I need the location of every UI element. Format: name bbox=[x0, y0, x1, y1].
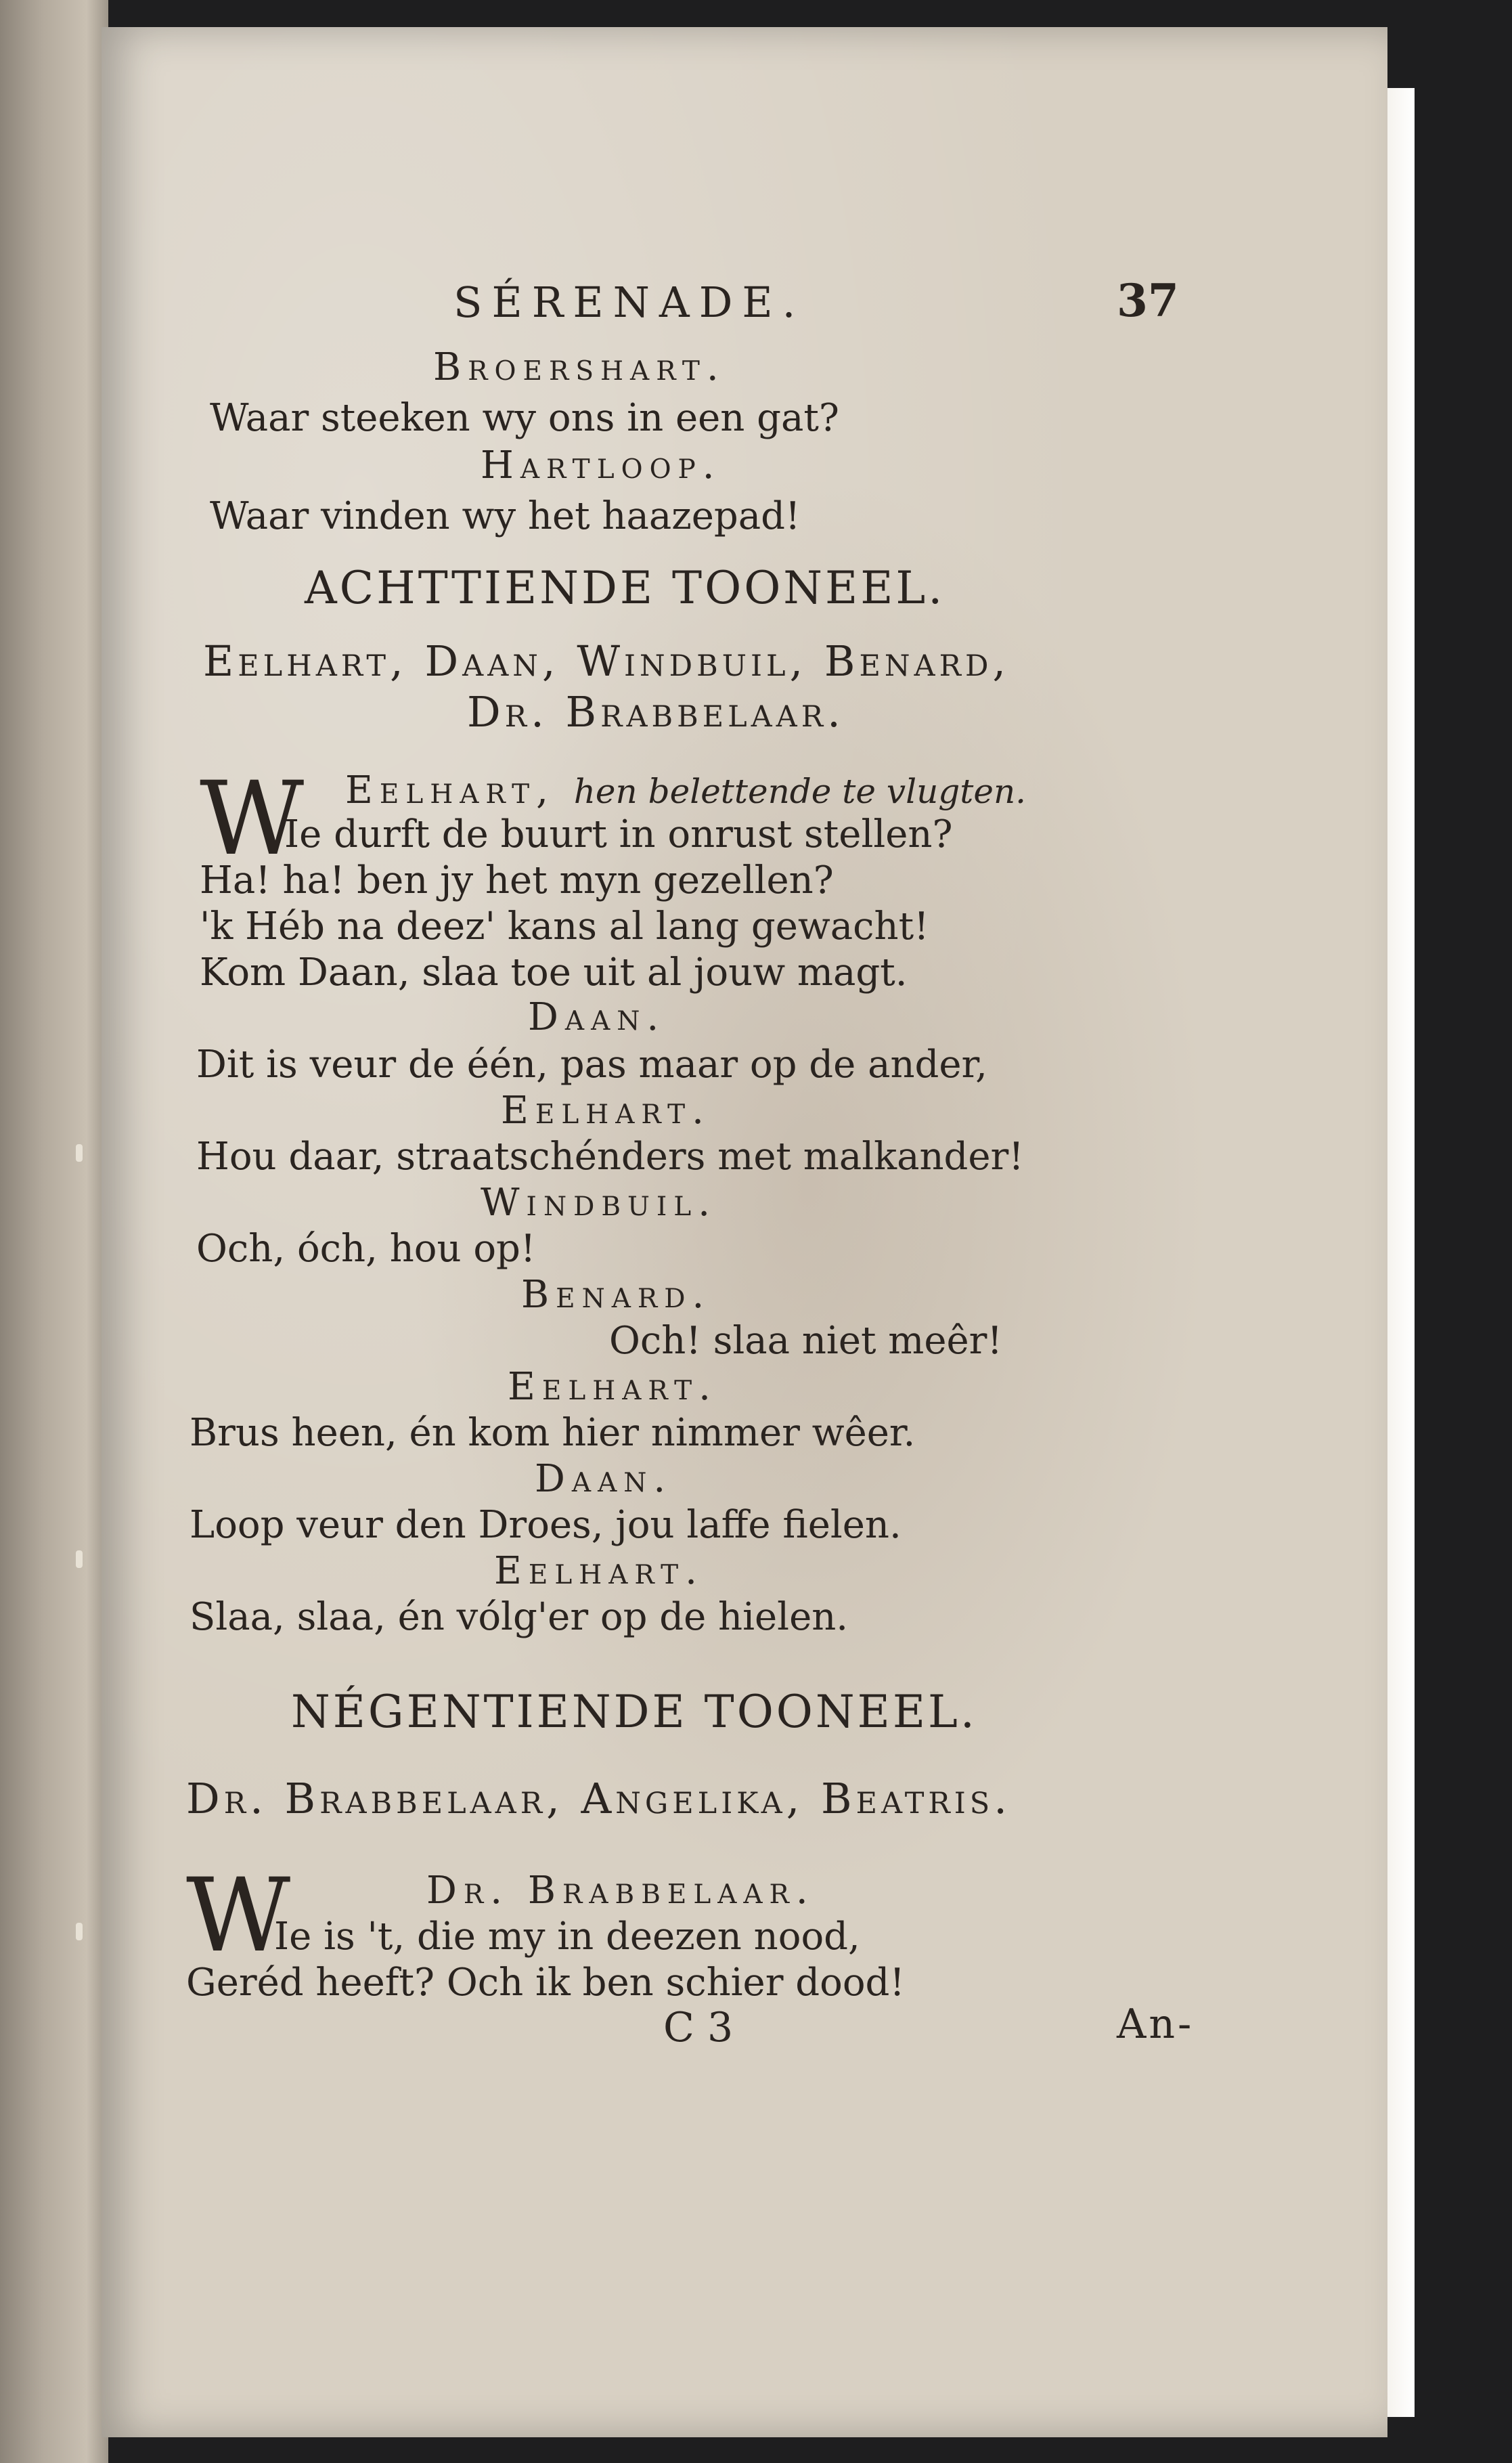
running-title: SÉRENADE. bbox=[453, 278, 805, 327]
speaker-name: Eelhart. bbox=[501, 1089, 711, 1133]
verse-line: Waar vinden wy het haazepad! bbox=[210, 494, 801, 538]
speaker-name bbox=[345, 768, 1026, 812]
speaker-name: Eelhart. bbox=[494, 1549, 704, 1593]
left-page-edge bbox=[0, 0, 108, 2463]
verse-line: Waar steeken wy ons in een gat? bbox=[210, 396, 839, 440]
binding-stitch bbox=[76, 1550, 83, 1568]
cast-list: Eelhart, Daan, Windbuil, Benard, bbox=[203, 636, 1010, 686]
speaker-name: Windbuil. bbox=[481, 1181, 717, 1225]
verse-line: Dit is veur de één, pas maar op de ander, bbox=[196, 1043, 987, 1087]
speaker-name-text: Eelhart, bbox=[345, 768, 555, 812]
verse-line: Ha! ha! ben jy het myn gezellen? bbox=[200, 858, 834, 902]
verse-line: Kom Daan, slaa toe uit al jouw magt. bbox=[200, 951, 908, 995]
verse-line: Brus heen, én kom hier nimmer wêer. bbox=[190, 1411, 916, 1455]
verse-line: Och, óch, hou op! bbox=[196, 1227, 536, 1271]
verse-line: Loop veur den Droes, jou laffe fielen. bbox=[190, 1503, 902, 1547]
catchword: An- bbox=[1117, 2001, 1195, 2048]
cast-list: Dr. Brabbelaar, Angelika, Beatris. bbox=[186, 1774, 1011, 1823]
book-page bbox=[102, 27, 1387, 2437]
speaker-name: Hartloop. bbox=[481, 443, 721, 487]
binding-stitch bbox=[76, 1923, 83, 1940]
verse-line: Ie is 't, die my in deezen nood, bbox=[274, 1915, 860, 1959]
stage-direction: hen belettende te vlugten. bbox=[573, 772, 1027, 811]
signature-mark: C 3 bbox=[663, 2004, 734, 2051]
page-number: 37 bbox=[1117, 274, 1179, 327]
drop-cap: W bbox=[200, 760, 305, 878]
drop-cap: W bbox=[186, 1857, 291, 1975]
speaker-name: Daan. bbox=[535, 1457, 673, 1501]
speaker-name: Broershart. bbox=[433, 345, 726, 389]
speaker-name: Daan. bbox=[528, 995, 666, 1039]
verse-line: 'k Héb na deez' kans al lang gewacht! bbox=[200, 904, 929, 949]
verse-line: Slaa, slaa, én vólg'er op de hielen. bbox=[190, 1595, 849, 1639]
scene-title: NÉGENTIENDE TOONEEL. bbox=[291, 1686, 977, 1738]
verse-line: Ie durft de buurt in onrust stellen? bbox=[284, 812, 953, 856]
verse-line: Och! slaa niet meêr! bbox=[609, 1319, 1002, 1363]
verse-line: Geréd heeft? Och ik ben schier dood! bbox=[186, 1961, 905, 2005]
speaker-name: Dr. Brabbelaar. bbox=[426, 1869, 815, 1913]
speaker-name: Benard. bbox=[521, 1273, 711, 1317]
verse-line: Hou daar, straatschénders met malkander! bbox=[196, 1135, 1024, 1179]
speaker-name: Eelhart. bbox=[508, 1365, 717, 1409]
scene-title: ACHTTIENDE TOONEEL. bbox=[305, 562, 946, 614]
binding-stitch bbox=[76, 1144, 83, 1162]
cast-list: Dr. Brabbelaar. bbox=[467, 687, 845, 737]
